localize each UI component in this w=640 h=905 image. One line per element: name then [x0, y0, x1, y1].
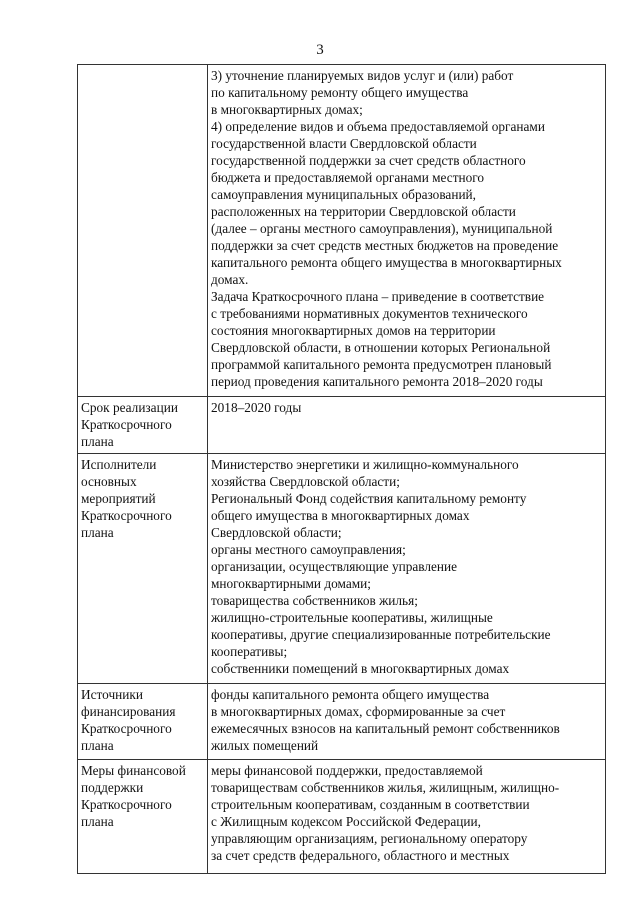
text-line: период проведения капитального ремонта 2018–2020 годы	[211, 374, 543, 389]
text-line: 4) определение видов и объема предоставляемой органами	[211, 119, 545, 134]
text-line: по капитальному ремонту общего имущества	[211, 85, 469, 100]
text-line: состояния многоквартирных домов на территории	[211, 323, 496, 338]
text-line: общего имущества в многоквартирных домах	[211, 508, 470, 523]
text-line: программой капитального ремонта предусмотрен плановый	[211, 357, 552, 372]
text-line: товариществам собственников жилья, жилищным, жилищно-	[211, 780, 560, 795]
text-line: фонды капитального ремонта общего имущества	[211, 687, 490, 702]
text-line: Региональный Фонд содействия капитальному ремонту	[211, 491, 527, 506]
text-line: расположенных на территории Свердловской области	[211, 204, 516, 219]
label-line: Краткосрочного	[81, 508, 172, 523]
text-line: поддержки за счет средств местных бюджетов на проведение	[211, 238, 559, 253]
table-row	[78, 65, 606, 397]
page-number: 3	[316, 42, 324, 58]
text-line: кооперативы;	[211, 644, 288, 659]
table-row	[78, 760, 606, 874]
text-line: (далее – органы местного самоуправления), муниципальной	[211, 221, 553, 236]
text-line: жилищно-строительные кооперативы, жилищные	[211, 610, 493, 625]
label-line: Меры финансовой	[81, 763, 186, 778]
text-line: с Жилищным кодексом Российской Федерации,	[211, 814, 481, 829]
label-line: Срок реализации	[81, 400, 178, 415]
row-content-cell	[208, 760, 606, 874]
label-line: плана	[81, 525, 114, 540]
label-line: основных	[81, 474, 137, 489]
plan-passport-table	[77, 64, 606, 874]
text-line: многоквартирными домами;	[211, 576, 371, 591]
row-label-cell	[78, 684, 208, 760]
table-row	[78, 397, 606, 454]
text-line: ежемесячных взносов на капитальный ремонт собственников	[211, 721, 560, 736]
row-label-cell	[78, 454, 208, 684]
row-content-cell	[208, 397, 606, 454]
text-line: хозяйства Свердловской области;	[211, 474, 400, 489]
label-line: плана	[81, 434, 114, 449]
text-line: 2018–2020 годы	[211, 400, 302, 415]
text-line: собственники помещений в многоквартирных домах	[211, 661, 510, 676]
text-line: строительным кооперативам, созданным в соответствии	[211, 797, 530, 812]
row-content-cell	[208, 454, 606, 684]
row-label-cell	[78, 65, 208, 397]
text-line: кооперативы, другие специализированные потребительские	[211, 627, 551, 642]
label-line: мероприятий	[81, 491, 156, 506]
label-line: поддержки	[81, 780, 144, 795]
label-line: Краткосрочного	[81, 721, 172, 736]
text-line: самоуправления муниципальных образований,	[211, 187, 476, 202]
row-label-cell	[78, 760, 208, 874]
text-line: Свердловской области;	[211, 525, 342, 540]
text-line: капитального ремонта общего имущества в многоквартирных	[211, 255, 562, 270]
label-line: Исполнители	[81, 457, 157, 472]
row-content-cell	[208, 684, 606, 760]
text-line: с требованиями нормативных документов технического	[211, 306, 528, 321]
text-line: в многоквартирных домах, сформированные за счет	[211, 704, 506, 719]
text-line: органы местного самоуправления;	[211, 542, 406, 557]
text-line: товарищества собственников жилья;	[211, 593, 418, 608]
text-line: Свердловской области, в отношении которых Региональной	[211, 340, 551, 355]
text-line: 3) уточнение планируемых видов услуг и (или) работ	[211, 68, 514, 83]
text-line: жилых помещений	[211, 738, 319, 753]
label-line: Краткосрочного	[81, 797, 172, 812]
label-line: Источники	[81, 687, 143, 702]
table-row	[78, 454, 606, 684]
text-line: Задача Краткосрочного плана – приведение в соответствие	[211, 289, 545, 304]
label-line: плана	[81, 738, 114, 753]
text-line: бюджета и предоставляемой органами местного	[211, 170, 485, 185]
text-line: в многоквартирных домах;	[211, 102, 363, 117]
text-line: государственной власти Свердловской области	[211, 136, 477, 151]
text-line: организации, осуществляющие управление	[211, 559, 458, 574]
text-line: меры финансовой поддержки, предоставляемой	[211, 763, 483, 778]
text-line: управляющим организациям, региональному оператору	[211, 831, 528, 846]
table-row	[78, 684, 606, 760]
row-content-cell	[208, 65, 606, 397]
text-line: за счет средств федерального, областного и местных	[211, 848, 510, 863]
text-line: государственной поддержки за счет средств областного	[211, 153, 526, 168]
label-line: Краткосрочного	[81, 417, 172, 432]
text-line: домах.	[211, 272, 249, 287]
label-line: финансирования	[81, 704, 176, 719]
row-label-cell	[78, 397, 208, 454]
text-line: Министерство энергетики и жилищно-коммунального	[211, 457, 519, 472]
label-line: плана	[81, 814, 114, 829]
